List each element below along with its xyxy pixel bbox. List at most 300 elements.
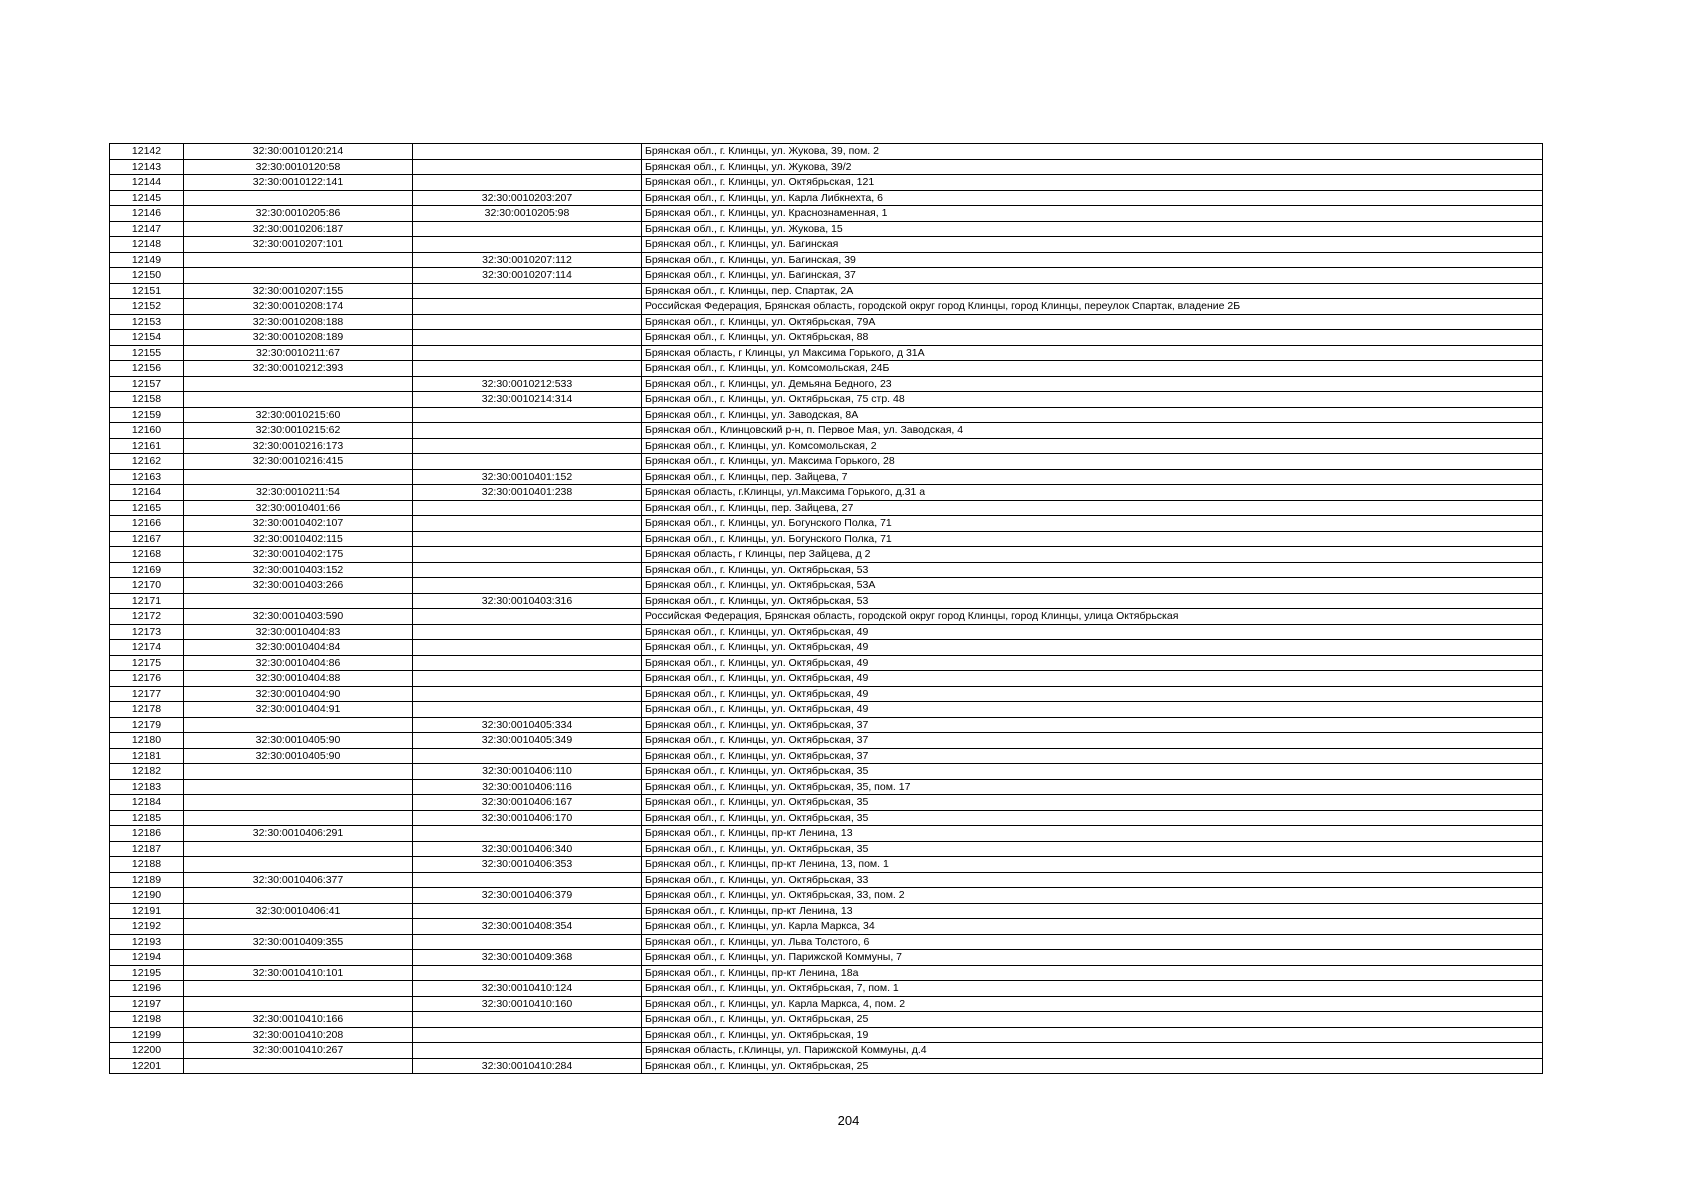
cadastral-number-2-cell bbox=[413, 1027, 642, 1043]
address-cell: Брянская обл., г. Клинцы, ул. Октябрьская, 33, пом. 2 bbox=[642, 888, 1543, 904]
table-row bbox=[110, 779, 1543, 795]
cadastral-number-2-cell: 32:30:0010405:349 bbox=[413, 733, 642, 749]
table-row bbox=[110, 1043, 1543, 1059]
address-cell: Брянская обл., г. Клинцы, ул. Карла Маркса, 34 bbox=[642, 919, 1543, 935]
address-cell: Российская Федерация, Брянская область, городской округ город Клинцы, город Клинцы, улица Октябрьская bbox=[642, 609, 1543, 625]
row-number-cell: 12201 bbox=[110, 1058, 184, 1074]
cadastral-number-1-cell: 32:30:0010208:188 bbox=[184, 314, 413, 330]
row-number-cell: 12171 bbox=[110, 593, 184, 609]
table-row bbox=[110, 206, 1543, 222]
row-number-cell: 12168 bbox=[110, 547, 184, 563]
cadastral-number-1-cell: 32:30:0010404:88 bbox=[184, 671, 413, 687]
cadastral-number-2-cell: 32:30:0010403:316 bbox=[413, 593, 642, 609]
cadastral-number-2-cell: 32:30:0010205:98 bbox=[413, 206, 642, 222]
cadastral-number-2-cell: 32:30:0010410:160 bbox=[413, 996, 642, 1012]
cadastral-number-2-cell bbox=[413, 934, 642, 950]
cadastral-number-1-cell bbox=[184, 857, 413, 873]
row-number-cell: 12185 bbox=[110, 810, 184, 826]
table-row bbox=[110, 996, 1543, 1012]
row-number-cell: 12167 bbox=[110, 531, 184, 547]
row-number-cell: 12162 bbox=[110, 454, 184, 470]
table-row bbox=[110, 748, 1543, 764]
cadastral-number-2-cell bbox=[413, 159, 642, 175]
table-row bbox=[110, 283, 1543, 299]
address-cell: Брянская обл., г. Клинцы, пр-кт Ленина, 13 bbox=[642, 826, 1543, 842]
table-row bbox=[110, 299, 1543, 315]
cadastral-number-2-cell: 32:30:0010409:368 bbox=[413, 950, 642, 966]
cadastral-number-2-cell bbox=[413, 671, 642, 687]
cadastral-number-1-cell: 32:30:0010403:590 bbox=[184, 609, 413, 625]
row-number-cell: 12196 bbox=[110, 981, 184, 997]
cadastral-number-2-cell: 32:30:0010401:238 bbox=[413, 485, 642, 501]
row-number-cell: 12149 bbox=[110, 252, 184, 268]
table-row bbox=[110, 686, 1543, 702]
address-cell: Брянская обл., г. Клинцы, ул. Октябрьская, 49 bbox=[642, 655, 1543, 671]
row-number-cell: 12191 bbox=[110, 903, 184, 919]
cadastral-number-2-cell bbox=[413, 640, 642, 656]
cadastral-number-1-cell: 32:30:0010410:101 bbox=[184, 965, 413, 981]
row-number-cell: 12180 bbox=[110, 733, 184, 749]
table-row bbox=[110, 438, 1543, 454]
cadastral-number-2-cell bbox=[413, 299, 642, 315]
row-number-cell: 12145 bbox=[110, 190, 184, 206]
table-row bbox=[110, 578, 1543, 594]
cadastral-number-1-cell: 32:30:0010211:67 bbox=[184, 345, 413, 361]
address-cell: Российская Федерация, Брянская область, городской округ город Клинцы, город Клинцы, переулок Спартак, владение 2Б bbox=[642, 299, 1543, 315]
cadastral-number-2-cell bbox=[413, 175, 642, 191]
cadastral-number-2-cell: 32:30:0010406:167 bbox=[413, 795, 642, 811]
cadastral-number-2-cell bbox=[413, 221, 642, 237]
cadastral-number-1-cell bbox=[184, 795, 413, 811]
cadastral-number-2-cell bbox=[413, 872, 642, 888]
cadastral-number-1-cell bbox=[184, 981, 413, 997]
row-number-cell: 12148 bbox=[110, 237, 184, 253]
table-row bbox=[110, 562, 1543, 578]
address-cell: Брянская обл., г. Клинцы, ул. Карла Либкнехта, 6 bbox=[642, 190, 1543, 206]
cadastral-number-2-cell bbox=[413, 144, 642, 160]
table-row bbox=[110, 500, 1543, 516]
cadastral-number-1-cell bbox=[184, 190, 413, 206]
address-cell: Брянская обл., г. Клинцы, ул. Богунского Полка, 71 bbox=[642, 531, 1543, 547]
address-cell: Брянская обл., г. Клинцы, ул. Комсомольская, 2 bbox=[642, 438, 1543, 454]
cadastral-number-2-cell bbox=[413, 516, 642, 532]
address-cell: Брянская обл., г. Клинцы, ул. Краснознаменная, 1 bbox=[642, 206, 1543, 222]
cadastral-number-1-cell bbox=[184, 392, 413, 408]
address-cell: Брянская обл., г. Клинцы, ул. Октябрьская, 35 bbox=[642, 810, 1543, 826]
table-row bbox=[110, 268, 1543, 284]
row-number-cell: 12161 bbox=[110, 438, 184, 454]
table-row bbox=[110, 717, 1543, 733]
address-cell: Брянская обл., г. Клинцы, ул. Максима Горького, 28 bbox=[642, 454, 1543, 470]
table-row bbox=[110, 888, 1543, 904]
table-row bbox=[110, 919, 1543, 935]
table-row bbox=[110, 392, 1543, 408]
table-row bbox=[110, 934, 1543, 950]
cadastral-number-2-cell: 32:30:0010406:116 bbox=[413, 779, 642, 795]
cadastral-number-1-cell bbox=[184, 841, 413, 857]
row-number-cell: 12147 bbox=[110, 221, 184, 237]
address-cell: Брянская обл., г. Клинцы, ул. Октябрьская, 49 bbox=[642, 686, 1543, 702]
address-cell: Брянская обл., г. Клинцы, ул. Октябрьская, 75 стр. 48 bbox=[642, 392, 1543, 408]
cadastral-number-2-cell: 32:30:0010406:170 bbox=[413, 810, 642, 826]
cadastral-number-2-cell: 32:30:0010212:533 bbox=[413, 376, 642, 392]
table-row bbox=[110, 702, 1543, 718]
table-row bbox=[110, 826, 1543, 842]
cadastral-number-2-cell bbox=[413, 423, 642, 439]
cadastral-number-2-cell bbox=[413, 330, 642, 346]
cadastral-number-1-cell: 32:30:0010401:66 bbox=[184, 500, 413, 516]
cadastral-number-1-cell bbox=[184, 996, 413, 1012]
table-row bbox=[110, 531, 1543, 547]
table-row bbox=[110, 593, 1543, 609]
cadastral-number-2-cell bbox=[413, 454, 642, 470]
cadastral-number-2-cell: 32:30:0010406:340 bbox=[413, 841, 642, 857]
row-number-cell: 12193 bbox=[110, 934, 184, 950]
cadastral-number-1-cell: 32:30:0010406:377 bbox=[184, 872, 413, 888]
address-cell: Брянская обл., г. Клинцы, пр-кт Ленина, 18а bbox=[642, 965, 1543, 981]
table-row bbox=[110, 1012, 1543, 1028]
address-cell: Брянская обл., г. Клинцы, пер. Зайцева, 27 bbox=[642, 500, 1543, 516]
table-row bbox=[110, 655, 1543, 671]
address-cell: Брянская обл., г. Клинцы, ул. Жукова, 39, пом. 2 bbox=[642, 144, 1543, 160]
cadastral-number-1-cell: 32:30:0010216:415 bbox=[184, 454, 413, 470]
row-number-cell: 12172 bbox=[110, 609, 184, 625]
table-row bbox=[110, 407, 1543, 423]
cadastral-number-2-cell: 32:30:0010406:379 bbox=[413, 888, 642, 904]
address-cell: Брянская обл., г. Клинцы, ул. Октябрьская, 49 bbox=[642, 702, 1543, 718]
row-number-cell: 12199 bbox=[110, 1027, 184, 1043]
cadastral-number-1-cell: 32:30:0010216:173 bbox=[184, 438, 413, 454]
cadastral-number-2-cell bbox=[413, 500, 642, 516]
row-number-cell: 12152 bbox=[110, 299, 184, 315]
cadastral-number-2-cell bbox=[413, 609, 642, 625]
cadastral-number-1-cell: 32:30:0010215:62 bbox=[184, 423, 413, 439]
cadastral-number-1-cell: 32:30:0010404:83 bbox=[184, 624, 413, 640]
address-cell: Брянская обл., г. Клинцы, ул. Октябрьская, 37 bbox=[642, 717, 1543, 733]
page-number: 204 bbox=[837, 1113, 860, 1128]
table-row bbox=[110, 314, 1543, 330]
table-row bbox=[110, 252, 1543, 268]
row-number-cell: 12177 bbox=[110, 686, 184, 702]
row-number-cell: 12184 bbox=[110, 795, 184, 811]
address-cell: Брянская обл., г. Клинцы, ул. Октябрьская, 88 bbox=[642, 330, 1543, 346]
address-cell: Брянская обл., г. Клинцы, ул. Октябрьская, 25 bbox=[642, 1058, 1543, 1074]
table-row bbox=[110, 810, 1543, 826]
cadastral-number-1-cell: 32:30:0010120:214 bbox=[184, 144, 413, 160]
cadastral-number-2-cell bbox=[413, 1043, 642, 1059]
cadastral-number-1-cell: 32:30:0010205:86 bbox=[184, 206, 413, 222]
address-cell: Брянская обл., г. Клинцы, ул. Октябрьская, 121 bbox=[642, 175, 1543, 191]
cadastral-number-2-cell: 32:30:0010410:284 bbox=[413, 1058, 642, 1074]
row-number-cell: 12194 bbox=[110, 950, 184, 966]
table-row bbox=[110, 144, 1543, 160]
cadastral-number-1-cell: 32:30:0010409:355 bbox=[184, 934, 413, 950]
row-number-cell: 12158 bbox=[110, 392, 184, 408]
cadastral-number-1-cell bbox=[184, 252, 413, 268]
cadastral-number-2-cell: 32:30:0010207:112 bbox=[413, 252, 642, 268]
cadastral-number-2-cell bbox=[413, 702, 642, 718]
table-row bbox=[110, 376, 1543, 392]
cadastral-number-2-cell bbox=[413, 624, 642, 640]
cadastral-number-2-cell bbox=[413, 314, 642, 330]
address-cell: Брянская область, г Клинцы, пер Зайцева, д 2 bbox=[642, 547, 1543, 563]
row-number-cell: 12181 bbox=[110, 748, 184, 764]
cadastral-number-1-cell: 32:30:0010404:86 bbox=[184, 655, 413, 671]
row-number-cell: 12146 bbox=[110, 206, 184, 222]
table-row bbox=[110, 485, 1543, 501]
row-number-cell: 12173 bbox=[110, 624, 184, 640]
table-row bbox=[110, 640, 1543, 656]
table-row bbox=[110, 841, 1543, 857]
address-cell: Брянская область, г Клинцы, ул Максима Горького, д 31А bbox=[642, 345, 1543, 361]
cadastral-number-1-cell bbox=[184, 376, 413, 392]
table-row bbox=[110, 190, 1543, 206]
row-number-cell: 12164 bbox=[110, 485, 184, 501]
address-cell: Брянская обл., г. Клинцы, ул. Октябрьская, 19 bbox=[642, 1027, 1543, 1043]
cadastral-number-1-cell: 32:30:0010120:58 bbox=[184, 159, 413, 175]
table-row bbox=[110, 221, 1543, 237]
cadastral-number-1-cell: 32:30:0010406:291 bbox=[184, 826, 413, 842]
row-number-cell: 12182 bbox=[110, 764, 184, 780]
table-row bbox=[110, 624, 1543, 640]
row-number-cell: 12165 bbox=[110, 500, 184, 516]
address-cell: Брянская обл., г. Клинцы, ул. Жукова, 15 bbox=[642, 221, 1543, 237]
row-number-cell: 12188 bbox=[110, 857, 184, 873]
address-cell: Брянская обл., г. Клинцы, пер. Зайцева, 7 bbox=[642, 469, 1543, 485]
row-number-cell: 12187 bbox=[110, 841, 184, 857]
row-number-cell: 12175 bbox=[110, 655, 184, 671]
cadastral-number-2-cell: 32:30:0010405:334 bbox=[413, 717, 642, 733]
address-cell: Брянская обл., г. Клинцы, ул. Богунского Полка, 71 bbox=[642, 516, 1543, 532]
table-row bbox=[110, 423, 1543, 439]
cadastral-number-2-cell bbox=[413, 361, 642, 377]
cadastral-number-1-cell: 32:30:0010406:41 bbox=[184, 903, 413, 919]
cadastral-number-1-cell: 32:30:0010403:266 bbox=[184, 578, 413, 594]
address-cell: Брянская обл., г. Клинцы, ул. Октябрьская, 37 bbox=[642, 748, 1543, 764]
row-number-cell: 12166 bbox=[110, 516, 184, 532]
row-number-cell: 12160 bbox=[110, 423, 184, 439]
cadastral-number-1-cell: 32:30:0010404:84 bbox=[184, 640, 413, 656]
cadastral-number-2-cell bbox=[413, 438, 642, 454]
table-row bbox=[110, 547, 1543, 563]
cadastral-number-1-cell: 32:30:0010404:91 bbox=[184, 702, 413, 718]
row-number-cell: 12154 bbox=[110, 330, 184, 346]
row-number-cell: 12186 bbox=[110, 826, 184, 842]
cadastral-number-2-cell: 32:30:0010203:207 bbox=[413, 190, 642, 206]
cadastral-number-2-cell bbox=[413, 1012, 642, 1028]
row-number-cell: 12144 bbox=[110, 175, 184, 191]
data-table bbox=[109, 143, 1543, 1074]
row-number-cell: 12189 bbox=[110, 872, 184, 888]
cadastral-number-1-cell: 32:30:0010402:175 bbox=[184, 547, 413, 563]
table-row bbox=[110, 361, 1543, 377]
table-row bbox=[110, 965, 1543, 981]
table-row bbox=[110, 857, 1543, 873]
table-row bbox=[110, 516, 1543, 532]
cadastral-number-1-cell: 32:30:0010207:101 bbox=[184, 237, 413, 253]
table-row bbox=[110, 175, 1543, 191]
address-cell: Брянская обл., г. Клинцы, ул. Октябрьская, 35 bbox=[642, 841, 1543, 857]
row-number-cell: 12195 bbox=[110, 965, 184, 981]
address-cell: Брянская обл., г. Клинцы, ул. Льва Толстого, 6 bbox=[642, 934, 1543, 950]
address-cell: Брянская обл., г. Клинцы, ул. Октябрьская, 53 bbox=[642, 593, 1543, 609]
table-row bbox=[110, 981, 1543, 997]
address-cell: Брянская обл., г. Клинцы, ул. Парижской Коммуны, 7 bbox=[642, 950, 1543, 966]
table-row bbox=[110, 1058, 1543, 1074]
table-row bbox=[110, 454, 1543, 470]
row-number-cell: 12157 bbox=[110, 376, 184, 392]
address-cell: Брянская обл., г. Клинцы, пр-кт Ленина, 13 bbox=[642, 903, 1543, 919]
row-number-cell: 12170 bbox=[110, 578, 184, 594]
address-cell: Брянская обл., г. Клинцы, ул. Октябрьская, 35 bbox=[642, 764, 1543, 780]
row-number-cell: 12156 bbox=[110, 361, 184, 377]
address-cell: Брянская обл., Клинцовский р-н, п. Первое Мая, ул. Заводская, 4 bbox=[642, 423, 1543, 439]
table-row bbox=[110, 237, 1543, 253]
cadastral-number-2-cell bbox=[413, 531, 642, 547]
cadastral-number-1-cell: 32:30:0010404:90 bbox=[184, 686, 413, 702]
row-number-cell: 12183 bbox=[110, 779, 184, 795]
address-cell: Брянская обл., г. Клинцы, ул. Октябрьская, 37 bbox=[642, 733, 1543, 749]
cadastral-number-1-cell: 32:30:0010402:115 bbox=[184, 531, 413, 547]
address-cell: Брянская обл., г. Клинцы, ул. Октябрьская, 7, пом. 1 bbox=[642, 981, 1543, 997]
address-cell: Брянская обл., г. Клинцы, ул. Заводская, 8А bbox=[642, 407, 1543, 423]
row-number-cell: 12150 bbox=[110, 268, 184, 284]
row-number-cell: 12174 bbox=[110, 640, 184, 656]
cadastral-number-2-cell: 32:30:0010401:152 bbox=[413, 469, 642, 485]
address-cell: Брянская обл., г. Клинцы, ул. Демьяна Бедного, 23 bbox=[642, 376, 1543, 392]
cadastral-number-1-cell bbox=[184, 764, 413, 780]
address-cell: Брянская обл., г. Клинцы, ул. Октябрьская, 35, пом. 17 bbox=[642, 779, 1543, 795]
address-cell: Брянская обл., г. Клинцы, пер. Спартак, 2А bbox=[642, 283, 1543, 299]
address-cell: Брянская обл., г. Клинцы, ул. Комсомольская, 24Б bbox=[642, 361, 1543, 377]
cadastral-number-2-cell bbox=[413, 655, 642, 671]
cadastral-number-2-cell bbox=[413, 826, 642, 842]
table-body bbox=[110, 144, 1543, 1074]
address-cell: Брянская область, г.Клинцы, ул.Максима Горького, д.31 а bbox=[642, 485, 1543, 501]
table-row bbox=[110, 671, 1543, 687]
address-cell: Брянская обл., г. Клинцы, ул. Багинская, 39 bbox=[642, 252, 1543, 268]
cadastral-number-2-cell: 32:30:0010207:114 bbox=[413, 268, 642, 284]
cadastral-number-1-cell: 32:30:0010215:60 bbox=[184, 407, 413, 423]
address-cell: Брянская обл., г. Клинцы, ул. Октябрьская, 35 bbox=[642, 795, 1543, 811]
row-number-cell: 12155 bbox=[110, 345, 184, 361]
table-row bbox=[110, 345, 1543, 361]
row-number-cell: 12197 bbox=[110, 996, 184, 1012]
cadastral-number-2-cell bbox=[413, 686, 642, 702]
row-number-cell: 12176 bbox=[110, 671, 184, 687]
cadastral-number-1-cell bbox=[184, 1058, 413, 1074]
row-number-cell: 12159 bbox=[110, 407, 184, 423]
address-cell: Брянская обл., г. Клинцы, ул. Октябрьская, 33 bbox=[642, 872, 1543, 888]
address-cell: Брянская обл., г. Клинцы, ул. Карла Маркса, 4, пом. 2 bbox=[642, 996, 1543, 1012]
cadastral-number-1-cell bbox=[184, 717, 413, 733]
table-row bbox=[110, 469, 1543, 485]
row-number-cell: 12143 bbox=[110, 159, 184, 175]
cadastral-number-1-cell: 32:30:0010402:107 bbox=[184, 516, 413, 532]
table-row bbox=[110, 872, 1543, 888]
address-cell: Брянская обл., г. Клинцы, ул. Октябрьская, 49 bbox=[642, 640, 1543, 656]
cadastral-number-2-cell bbox=[413, 237, 642, 253]
address-cell: Брянская обл., г. Клинцы, ул. Октябрьская, 25 bbox=[642, 1012, 1543, 1028]
cadastral-number-1-cell: 32:30:0010122:141 bbox=[184, 175, 413, 191]
row-number-cell: 12178 bbox=[110, 702, 184, 718]
cadastral-number-1-cell bbox=[184, 779, 413, 795]
table-row bbox=[110, 1027, 1543, 1043]
cadastral-number-1-cell bbox=[184, 469, 413, 485]
cadastral-number-2-cell: 32:30:0010406:110 bbox=[413, 764, 642, 780]
cadastral-number-2-cell bbox=[413, 345, 642, 361]
cadastral-number-1-cell: 32:30:0010410:166 bbox=[184, 1012, 413, 1028]
address-cell: Брянская обл., г. Клинцы, ул. Октябрьская, 53 bbox=[642, 562, 1543, 578]
cadastral-number-1-cell bbox=[184, 950, 413, 966]
row-number-cell: 12179 bbox=[110, 717, 184, 733]
cadastral-number-2-cell bbox=[413, 283, 642, 299]
row-number-cell: 12142 bbox=[110, 144, 184, 160]
address-cell: Брянская обл., г. Клинцы, ул. Жукова, 39/2 bbox=[642, 159, 1543, 175]
row-number-cell: 12169 bbox=[110, 562, 184, 578]
cadastral-number-1-cell: 32:30:0010208:174 bbox=[184, 299, 413, 315]
cadastral-number-1-cell: 32:30:0010206:187 bbox=[184, 221, 413, 237]
cadastral-number-1-cell bbox=[184, 919, 413, 935]
cadastral-number-2-cell bbox=[413, 965, 642, 981]
cadastral-number-2-cell bbox=[413, 578, 642, 594]
table-row bbox=[110, 950, 1543, 966]
cadastral-number-1-cell bbox=[184, 888, 413, 904]
address-cell: Брянская обл., г. Клинцы, ул. Октябрьская, 49 bbox=[642, 671, 1543, 687]
address-cell: Брянская обл., г. Клинцы, ул. Багинская bbox=[642, 237, 1543, 253]
table-row bbox=[110, 330, 1543, 346]
cadastral-number-2-cell bbox=[413, 407, 642, 423]
row-number-cell: 12200 bbox=[110, 1043, 184, 1059]
cadastral-number-1-cell bbox=[184, 810, 413, 826]
row-number-cell: 12153 bbox=[110, 314, 184, 330]
cadastral-number-1-cell bbox=[184, 268, 413, 284]
row-number-cell: 12192 bbox=[110, 919, 184, 935]
cadastral-number-2-cell bbox=[413, 547, 642, 563]
address-cell: Брянская обл., г. Клинцы, ул. Октябрьская, 49 bbox=[642, 624, 1543, 640]
table-row bbox=[110, 795, 1543, 811]
row-number-cell: 12163 bbox=[110, 469, 184, 485]
cadastral-number-1-cell: 32:30:0010403:152 bbox=[184, 562, 413, 578]
address-cell: Брянская обл., г. Клинцы, ул. Октябрьская, 53А bbox=[642, 578, 1543, 594]
cadastral-number-2-cell bbox=[413, 562, 642, 578]
address-cell: Брянская обл., г. Клинцы, ул. Октябрьская, 79А bbox=[642, 314, 1543, 330]
row-number-cell: 12151 bbox=[110, 283, 184, 299]
cadastral-number-1-cell: 32:30:0010211:54 bbox=[184, 485, 413, 501]
row-number-cell: 12198 bbox=[110, 1012, 184, 1028]
cadastral-number-1-cell bbox=[184, 593, 413, 609]
cadastral-number-2-cell: 32:30:0010214:314 bbox=[413, 392, 642, 408]
cadastral-number-1-cell: 32:30:0010405:90 bbox=[184, 748, 413, 764]
cadastral-number-1-cell: 32:30:0010207:155 bbox=[184, 283, 413, 299]
table-row bbox=[110, 609, 1543, 625]
cadastral-number-1-cell: 32:30:0010410:208 bbox=[184, 1027, 413, 1043]
cadastral-number-1-cell: 32:30:0010212:393 bbox=[184, 361, 413, 377]
cadastral-number-2-cell bbox=[413, 748, 642, 764]
cadastral-number-1-cell: 32:30:0010405:90 bbox=[184, 733, 413, 749]
table-row bbox=[110, 764, 1543, 780]
cadastral-number-2-cell: 32:30:0010410:124 bbox=[413, 981, 642, 997]
address-cell: Брянская обл., г. Клинцы, ул. Багинская, 37 bbox=[642, 268, 1543, 284]
cadastral-number-2-cell bbox=[413, 903, 642, 919]
table-row bbox=[110, 159, 1543, 175]
table-row bbox=[110, 903, 1543, 919]
cadastral-number-1-cell: 32:30:0010410:267 bbox=[184, 1043, 413, 1059]
address-cell: Брянская область, г.Клинцы, ул. Парижской Коммуны, д.4 bbox=[642, 1043, 1543, 1059]
table-row bbox=[110, 733, 1543, 749]
address-cell: Брянская обл., г. Клинцы, пр-кт Ленина, 13, пом. 1 bbox=[642, 857, 1543, 873]
row-number-cell: 12190 bbox=[110, 888, 184, 904]
